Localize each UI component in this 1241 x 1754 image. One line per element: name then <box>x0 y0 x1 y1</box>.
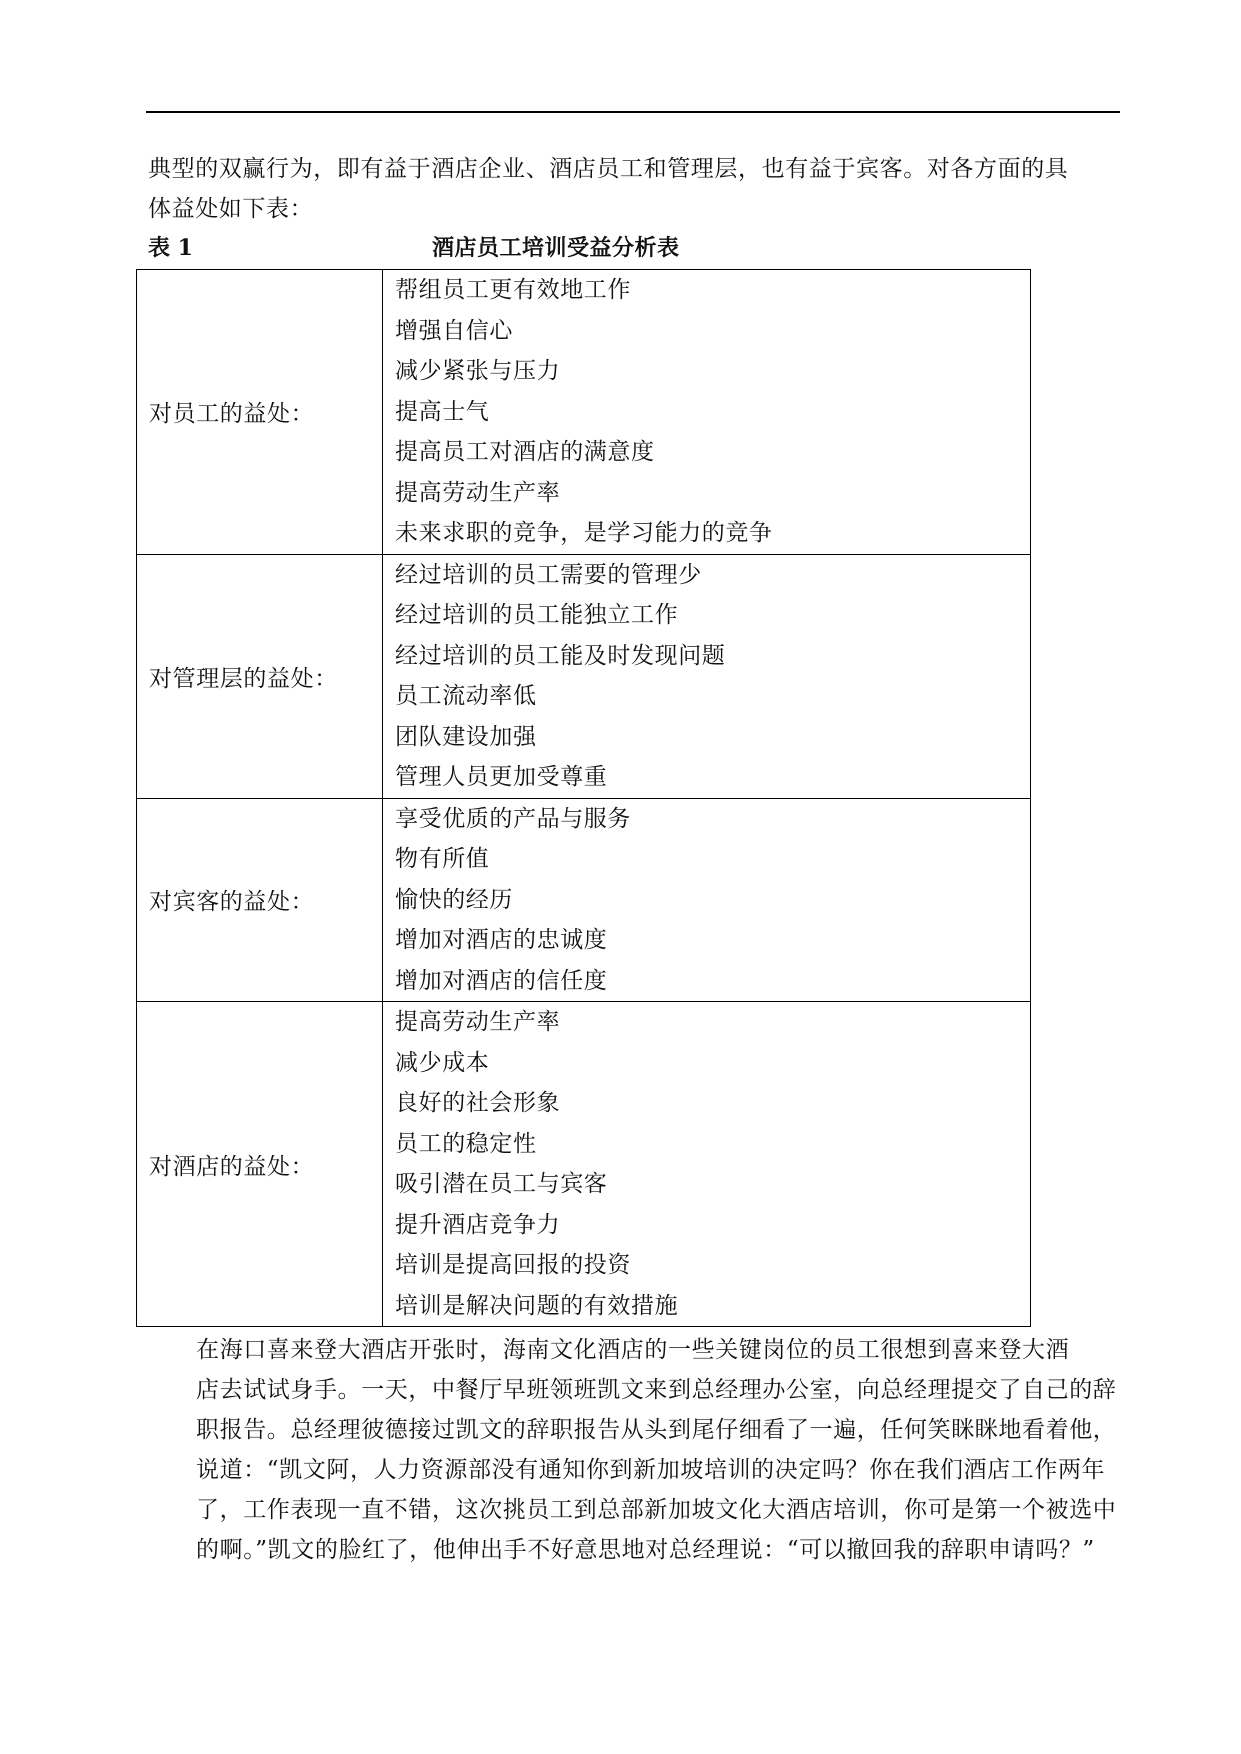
table-row <box>137 1002 1031 1327</box>
items-cell <box>383 798 1031 1002</box>
category-cell: 对酒店的益处： <box>137 1002 383 1327</box>
category-cell: 对宾客的益处： <box>137 798 383 1002</box>
header-rule <box>146 111 1120 113</box>
benefit-item: 良好的社会形象 <box>395 1090 561 1116</box>
items-cell <box>383 1002 1031 1327</box>
benefit-item: 减少紧张与压力 <box>395 358 561 384</box>
benefit-item: 提升酒店竞争力 <box>395 1211 561 1238</box>
benefit-item: 员工的稳定性 <box>395 1130 537 1157</box>
benefit-item: 提高劳动生产率 <box>395 479 561 506</box>
items-cell <box>383 554 1031 798</box>
benefit-item: 增加对酒店的忠诚度 <box>395 927 608 953</box>
benefit-item: 愉快的经历 <box>395 886 513 913</box>
benefit-item: 提高士气 <box>395 398 490 425</box>
table-number: 表 1 <box>148 235 193 261</box>
benefit-item: 培训是提高回报的投资 <box>395 1252 631 1278</box>
benefit-item: 经过培训的员工需要的管理少 <box>395 561 702 588</box>
benefit-item: 培训是解决问题的有效措施 <box>395 1292 679 1319</box>
intro-line-2: 体益处如下表： <box>148 196 314 222</box>
story-line-2: 店去试试身手。一天，中餐厅早班领班凯文来到总经理办公室，向总经理提交了自己的辞 <box>196 1377 1117 1403</box>
table-title: 酒店员工培训受益分析表 <box>432 235 680 261</box>
benefit-item: 提高劳动生产率 <box>395 1009 561 1035</box>
story-line-6: 的啊。”凯文的脸红了，他伸出手不好意思地对总经理说：“可以撤回我的辞职申请吗？” <box>196 1537 1095 1563</box>
table-row <box>137 554 1031 798</box>
story-line-5: 了，工作表现一直不错，这次挑员工到总部新加坡文化大酒店培训，你可是第一个被选中 <box>196 1497 1117 1523</box>
benefit-item: 吸引潜在员工与宾客 <box>395 1171 608 1197</box>
category-cell: 对管理层的益处： <box>137 554 383 798</box>
benefit-item: 未来求职的竞争，是学习能力的竞争 <box>395 520 773 546</box>
benefit-item: 提高员工对酒店的满意度 <box>395 439 655 465</box>
table-row <box>137 798 1031 1002</box>
story-line-4: 说道：“凯文阿，人力资源部没有通知你到新加坡培训的决定吗？你在我们酒店工作两年 <box>196 1457 1106 1483</box>
intro-line-1: 典型的双赢行为，即有益于酒店企业、酒店员工和管理层，也有益于宾客。对各方面的具 <box>148 156 1069 182</box>
story-line-3: 职报告。总经理彼德接过凯文的辞职报告从头到尾仔细看了一遍，任何笑眯眯地看着他， <box>196 1417 1117 1443</box>
intro-paragraph <box>148 149 1120 229</box>
story-line-1: 在海口喜来登大酒店开张时，海南文化酒店的一些关键岗位的员工很想到喜来登大酒 <box>196 1337 1070 1363</box>
benefit-item: 帮组员工更有效地工作 <box>395 277 631 303</box>
items-cell <box>383 270 1031 555</box>
benefit-item: 增加对酒店的信任度 <box>395 967 608 994</box>
benefit-item: 经过培训的员工能及时发现问题 <box>395 642 726 669</box>
category-cell: 对员工的益处： <box>137 270 383 555</box>
benefit-item: 减少成本 <box>395 1049 490 1076</box>
benefit-item: 物有所值 <box>395 846 490 872</box>
benefit-item: 享受优质的产品与服务 <box>395 805 631 832</box>
table-caption <box>148 232 1108 264</box>
benefit-item: 经过培训的员工能独立工作 <box>395 602 679 628</box>
table-row <box>137 270 1031 555</box>
benefit-item: 管理人员更加受尊重 <box>395 764 608 790</box>
story-paragraph <box>148 1330 1120 1570</box>
benefits-table <box>136 269 1031 1327</box>
benefit-item: 员工流动率低 <box>395 683 537 709</box>
benefit-item: 增强自信心 <box>395 317 513 344</box>
benefit-item: 团队建设加强 <box>395 723 537 750</box>
